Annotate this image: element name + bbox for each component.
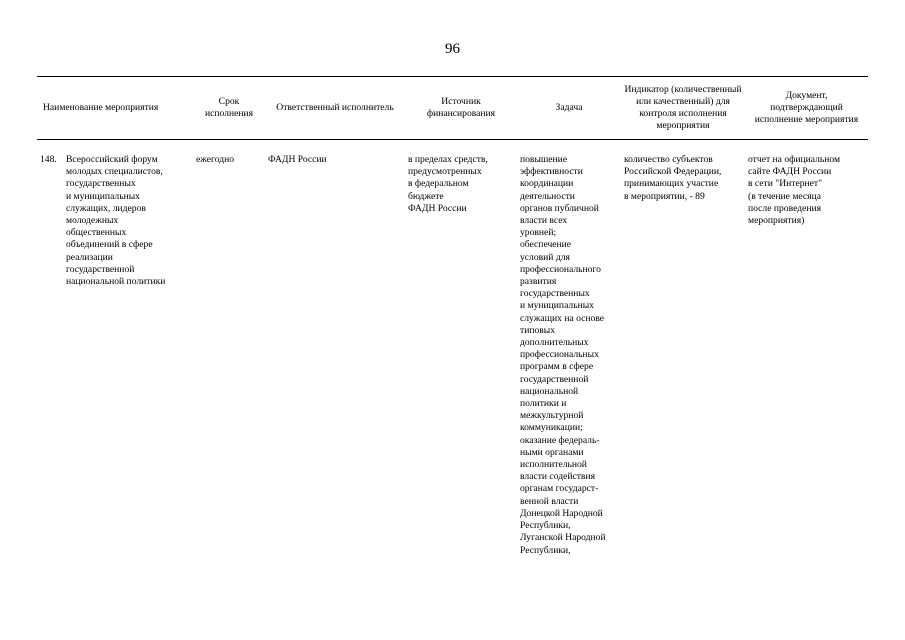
header-measure-name: Наименование мероприятия — [37, 77, 193, 140]
header-funding-source: Источник финансирования — [405, 77, 517, 140]
measure-name-text: Всероссийский форум молодых специалистов, государственных и муниципальных служащих, лидеров молодежных общественных объединений в сфере реализации государственной национальной политики — [66, 154, 166, 288]
cell-indicator: количество субъектов Российской Федерации, принимающих участие в мероприятии, - 89 — [624, 154, 722, 202]
header-document: Документ, подтверждающий исполнение мероприятия — [745, 77, 868, 140]
measures-table — [37, 76, 868, 557]
cell-task: повышение эффективности координации деятельности органов публичной власти всех уровней; обеспечение условий для профессионального развития государственных и муниципальных служащих на основе типовых дополнительных профессиональных программ в сфере государственной национальной политики и межкультурной коммуникации; оказание федераль- ными органами исполнительной власти содействия органам государст- венной власти Донецкой Народной Республики, Луганской Народной Республики, — [520, 154, 606, 556]
cell-measure-name — [37, 140, 193, 557]
header-executor: Ответственный исполнитель — [265, 77, 405, 140]
header-term: Срок исполнения — [193, 77, 265, 140]
cell-executor: ФАДН России — [268, 154, 327, 165]
header-indicator: Индикатор (количественный или качественный) для контроля исполнения мероприятия — [621, 77, 745, 140]
cell-term: ежегодно — [196, 154, 235, 165]
cell-funding-source: в пределах средств, предусмотренных в федеральном бюджете ФАДН России — [408, 154, 488, 214]
page-number: 96 — [445, 41, 460, 57]
row-number: 148. — [40, 154, 57, 165]
table-header-row — [37, 77, 868, 140]
table-row — [37, 140, 868, 557]
header-task: Задача — [517, 77, 621, 140]
cell-document: отчет на официальном сайте ФАДН России в сети "Интернет" (в течение месяца после проведения мероприятия) — [748, 154, 841, 227]
